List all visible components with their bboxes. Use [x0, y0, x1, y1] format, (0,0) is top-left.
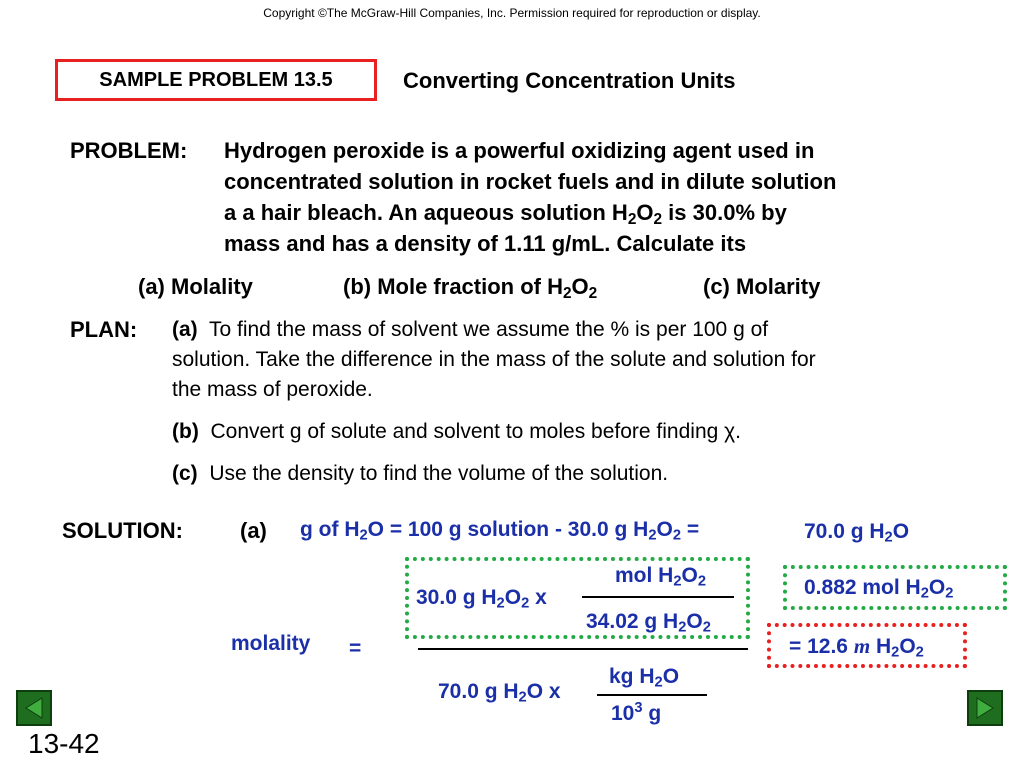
left-arrow-icon [22, 696, 46, 720]
solvent-mass-equation: g of $H_2O = 100$ g solution - 30.0 g $H_2O_2$ = [300, 518, 700, 544]
denominator-fraction-bar [597, 694, 707, 696]
denominator-top-kg: kg $H_2O$ [609, 665, 680, 691]
sample-problem-label: SAMPLE PROBLEM 13.5 [99, 68, 333, 91]
numerator-bottom-molar-mass: 34.02 g $H_2O_2$ [586, 610, 711, 636]
molality-result: = 12.6 m $H_2O_2$ [789, 634, 924, 661]
previous-slide-button[interactable] [16, 690, 52, 726]
solution-part-a-tag: (a) [240, 518, 267, 543]
solvent-mass-result: 70.0 g $H_2O$ [804, 520, 910, 546]
problem-line-1: Hydrogen peroxide is a powerful oxidizing agent used in [224, 138, 815, 163]
part-c-molarity: (c) Molarity [703, 274, 821, 299]
sample-problem-box [55, 59, 377, 101]
page-title: Converting Concentration Units [403, 68, 736, 93]
denominator-left-mass: 70.0 g $H_2O$ x [438, 680, 561, 706]
main-fraction-bar [418, 648, 748, 650]
part-a-molality: (a) Molality [138, 274, 253, 299]
right-arrow-icon [973, 696, 997, 720]
part-b-mole-fraction: (b) Mole fraction of $H_2O_2$ [343, 274, 598, 302]
plan-c: (c) Use the density to find the volume of the solution. [172, 462, 669, 485]
problem-line-3: a a hair bleach. An aqueous solution $H_2O_2$ is 30.0% by [224, 200, 787, 228]
moles-result: 0.882 mol $H_2O_2$ [804, 576, 954, 602]
slide-number: 13-42 [28, 728, 100, 759]
numerator-top-mol: mol $H_2O_2$ [615, 564, 707, 590]
problem-line-4: mass and has a density of 1.11 g/mL. Calculate its [224, 231, 747, 256]
numerator-fraction-bar [582, 596, 734, 598]
plan-a-line-3: the mass of peroxide. [172, 378, 373, 401]
plan-a-line-2: solution. Take the difference in the mass of the solute and solution for [172, 348, 816, 371]
plan-label: PLAN: [70, 317, 138, 342]
molality-equals: = [349, 637, 362, 660]
plan-b: (b) Convert g of solute and solvent to moles before finding χ. [172, 420, 741, 443]
solution-label: SOLUTION: [62, 518, 183, 543]
problem-line-2: concentrated solution in rocket fuels and in dilute solution [224, 169, 837, 194]
molality-label: molality [231, 632, 311, 655]
next-slide-button[interactable] [967, 690, 1003, 726]
numerator-left-mass: 30.0 g $H_2O_2$ x [416, 586, 547, 612]
denominator-bottom-conversion: $10^3$ g [611, 699, 662, 725]
copyright-notice: Copyright ©The McGraw-Hill Companies, Inc. Permission required for reproduction or display. [263, 6, 761, 20]
plan-a-line-1: (a) To find the mass of solvent we assume the % is per 100 g of [172, 318, 769, 341]
problem-label: PROBLEM: [70, 138, 188, 163]
